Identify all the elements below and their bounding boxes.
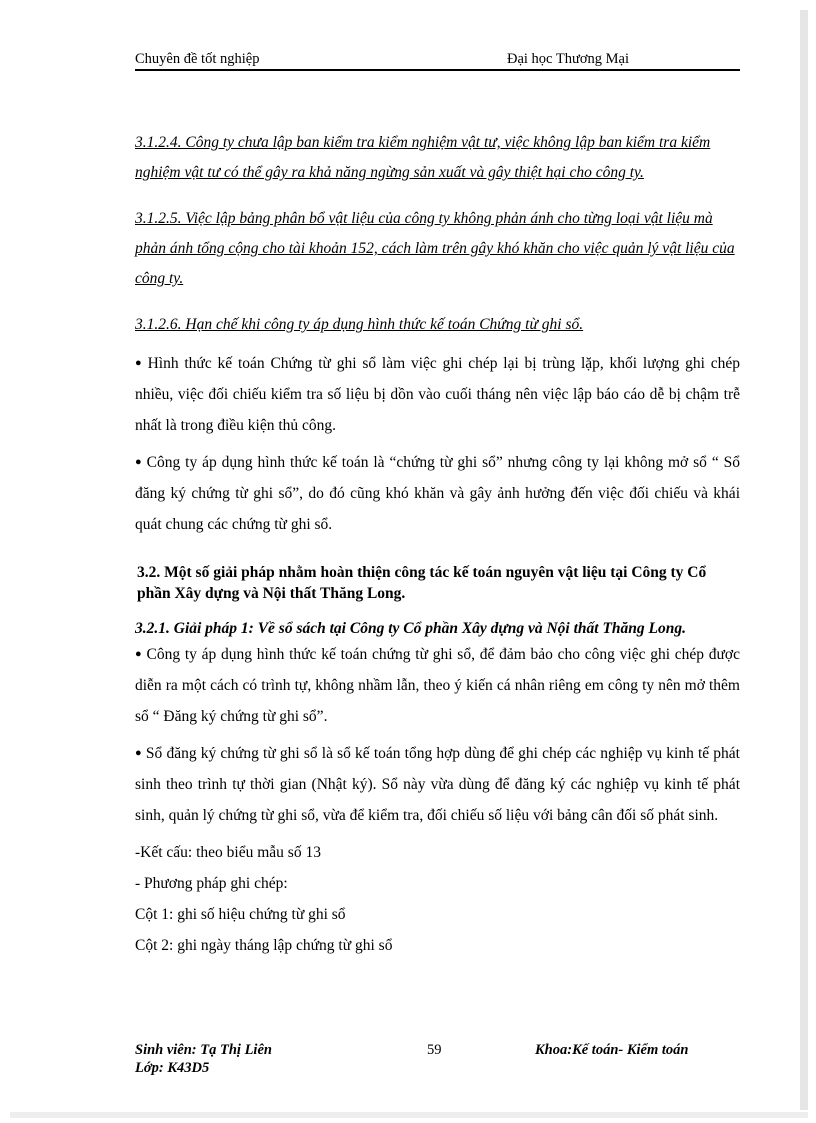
bullet-icon: ● <box>135 456 143 468</box>
structure-line: -Kết cấu: theo biểu mẫu số 13 <box>135 844 321 861</box>
bullet-text: Công ty áp dụng hình thức kế toán là “chứng từ ghi sổ” nhưng công ty lại không mở sổ “ Sổ đăng ký chứng từ ghi sổ”, do đó cũng khó khăn và gây ảnh hưởng đến việc đối chiếu và khái quát chung các chứng từ ghi sổ. <box>135 454 740 533</box>
footer-student: Sinh viên: Tạ Thị Liên <box>135 1042 272 1058</box>
bullet-icon: ● <box>135 357 144 369</box>
header-right: Đại học Thương Mại <box>507 51 629 67</box>
page-number: 59 <box>427 1042 442 1058</box>
footer-class: Lớp: K43D5 <box>135 1060 210 1076</box>
bullet-icon: ● <box>135 747 142 759</box>
page-header <box>135 47 740 71</box>
item-3-1-2-6: 3.1.2.6. Hạn chế khi công ty áp dụng hình thức kế toán Chứng từ ghi sổ. <box>135 316 584 333</box>
header-left: Chuyên đề tốt nghiệp <box>135 51 260 67</box>
column-2-line: Cột 2: ghi ngày tháng lập chứng từ ghi sổ <box>135 937 393 954</box>
subsection-heading-3-2-1: 3.2.1. Giải pháp 1: Về sổ sách tại Công ty Cổ phần Xây dựng và Nội thất Thăng Long. <box>135 620 686 637</box>
page-content <box>135 128 740 961</box>
item-3-1-2-4: 3.1.2.4. Công ty chưa lập ban kiểm tra kiểm nghiệm vật tư, việc không lập ban kiểm tra kiểm nghiệm vật tư có thể gây ra khả năng ngừng sản xuất và gây thiệt hại cho công ty. <box>135 134 711 181</box>
column-1-line: Cột 1: ghi số hiệu chứng từ ghi sổ <box>135 906 346 923</box>
bullet-paragraph <box>135 447 740 540</box>
page-shadow-bottom <box>10 1112 808 1118</box>
bullet-icon: ● <box>135 648 143 660</box>
bullet-text: Sổ đăng ký chứng từ ghi sổ là sổ kế toán tổng hợp dùng để ghi chép các nghiệp vụ kinh tế phát sinh theo trình tự thời gian (Nhật ký). Sổ này vừa dùng để đăng ký các nghiệp vụ kinh tế phát sinh, quản lý chứng từ ghi sổ, vừa để kiểm tra, đối chiếu số liệu với bảng cân đối số phát sinh. <box>135 745 740 824</box>
bullet-paragraph <box>135 348 740 441</box>
item-3-1-2-5: 3.1.2.5. Việc lập bảng phân bổ vật liệu của công ty không phản ánh cho từng loại vật liệu mà phản ánh tổng cộng cho tài khoản 152, cách làm trên gây khó khăn cho việc quản lý vật liệu của công ty. <box>135 210 735 287</box>
footer-faculty: Khoa:Kế toán- Kiểm toán <box>535 1042 689 1058</box>
bullet-paragraph <box>135 738 740 831</box>
method-line: - Phương pháp ghi chép: <box>135 875 288 892</box>
page-shadow-right <box>800 10 808 1110</box>
section-heading-3-2: 3.2. Một số giải pháp nhằm hoàn thiện công tác kế toán nguyên vật liệu tại Công ty Cổ phần Xây dựng và Nội thất Thăng Long. <box>137 564 707 602</box>
bullet-paragraph <box>135 639 740 732</box>
bullet-text: Hình thức kế toán Chứng từ ghi sổ làm việc ghi chép lại bị trùng lặp, khối lượng ghi chép nhiều, việc đối chiếu kiểm tra số liệu bị dồn vào cuối tháng nên việc lập báo cáo dễ bị chậm trễ nhất là trong điều kiện thủ công. <box>135 355 740 434</box>
bullet-text: Công ty áp dụng hình thức kế toán chứng từ ghi sổ, để đảm bảo cho công việc ghi chép được diễn ra một cách có trình tự, không nhầm lẫn, theo ý kiến cá nhân riêng em công ty nên mở thêm sổ “ Đăng ký chứng từ ghi sổ”. <box>135 646 740 725</box>
